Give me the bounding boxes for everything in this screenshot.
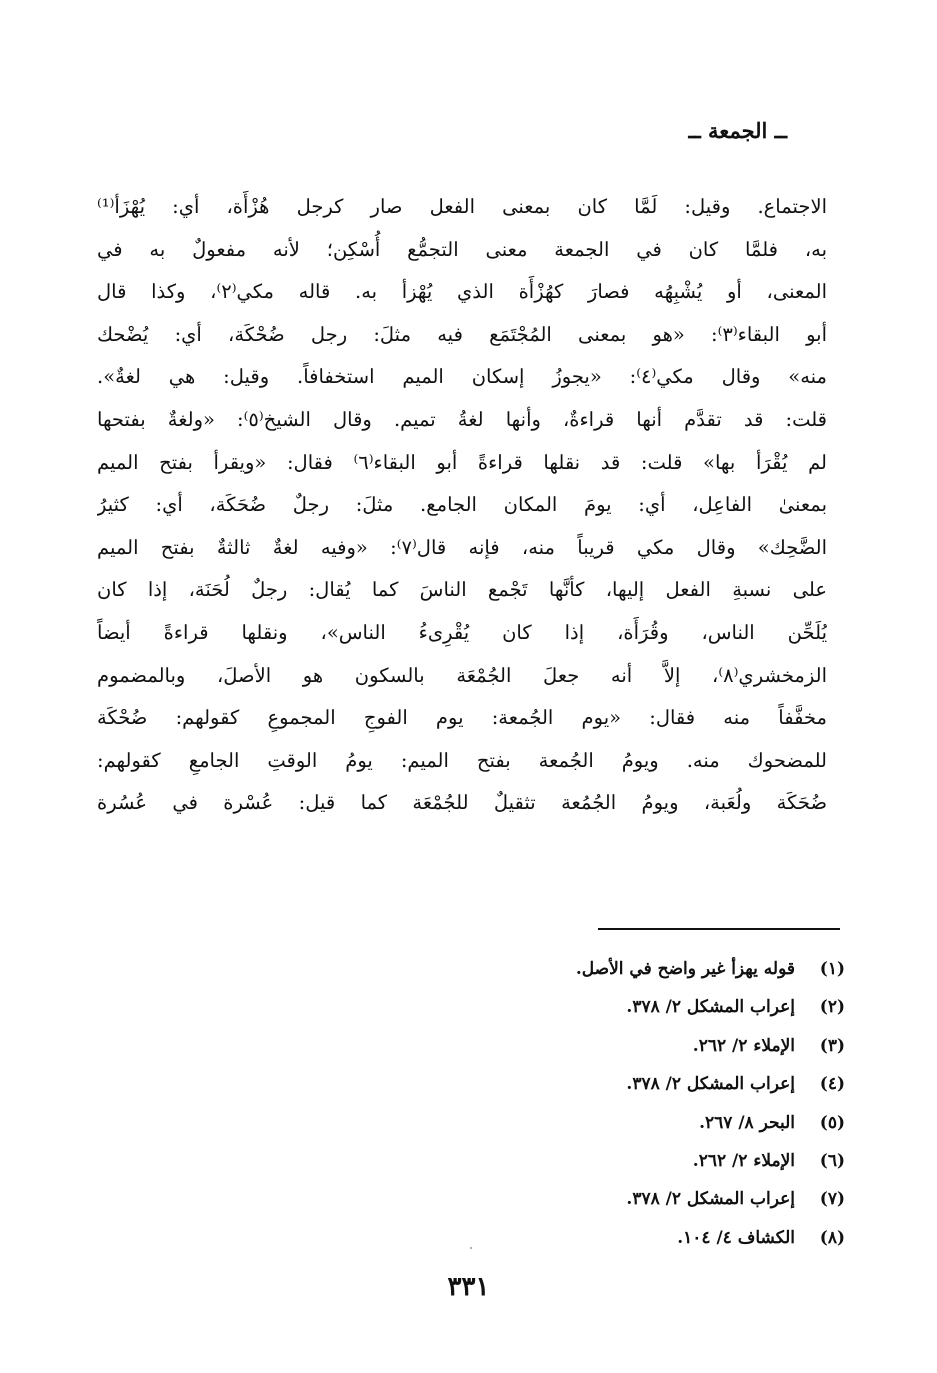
text-line: مخفَّفاً منه فقال: «يوم الجُمعة: يوم الفوجِ المجموعِ كقولهم: ضُحْكَة [97, 706, 827, 730]
footnote-item [445, 1065, 845, 1103]
text-line: بمعنىٰ الفاعِل، أي: يومَ المكان الجامع. مثلَ: رجلٌ ضُحَكَة، أي: كثيرُ [97, 493, 827, 517]
running-head: ــ الجمعة ــ [688, 118, 787, 143]
footnote-text: الإملاء ٢/ ٢٦٢. [692, 1035, 795, 1056]
footnote-text: الكشاف ٤/ ١٠٤. [677, 1227, 795, 1248]
main-text-block [97, 186, 827, 825]
text-line: لم يُقْرَأ بها» قلت: قد نقلها قراءةً أبو البقاء⁽٦⁾ فقال: «ويقرأ بفتح الميم [97, 450, 827, 474]
footnote-item [445, 1104, 845, 1142]
footnote-number: (١) [819, 959, 845, 979]
footnote-item [445, 1219, 845, 1257]
footnote-text: البحر ٨/ ٢٦٧. [699, 1112, 795, 1133]
footnote-item [445, 988, 845, 1026]
footnote-separator [598, 928, 840, 930]
footnote-text: الإملاء ٢/ ٢٦٢. [692, 1150, 795, 1171]
text-line: أبو البقاء⁽٣⁾: «هو بمعنى المُجْتَمَع فيه مثلَ: رجل ضُحْكَة، أي: يُضْحك [97, 322, 827, 346]
footnote-item [445, 1142, 845, 1180]
footnote-number: (٦) [819, 1150, 845, 1171]
footnote-number: (٥) [819, 1112, 845, 1133]
footnote-text: إعراب المشكل ٢/ ٣٧٨. [626, 997, 795, 1018]
footnote-text: إعراب المشكل ٢/ ٣٧٨. [626, 1074, 795, 1095]
text-line: الاجتماع. وقيل: لَمَّا كان بمعنى الفعل صار كرجل هُزْأَة، أي: يُهْزَأ⁽¹⁾ [97, 195, 827, 218]
footnote-text: إعراب المشكل ٢/ ٣٧٨. [626, 1189, 795, 1210]
text-line: ضُحَكَة ولُعَبة، ويومُ الجُمُعة تثقيلٌ للجُمْعَة كما قيل: عُسْرة في عُسُرة [97, 791, 827, 815]
text-line: الزمخشري⁽٨⁾، إلاَّ أنه جعلَ الجُمْعَة بالسكون هو الأصلَ، وبالمضموم [97, 663, 827, 687]
footnote-number: (٧) [819, 1189, 845, 1210]
text-line: الضَّحِك» وقال مكي قريباً منه، فإنه قال⁽٧⁾: «وفيه لغةٌ ثالثةٌ بفتح الميم [97, 535, 827, 559]
footnote-number: (٣) [819, 1035, 845, 1056]
footnote-text: قوله يهزأ غير واضح في الأصل. [575, 959, 795, 979]
footnote-item [445, 1027, 845, 1065]
speck-mark [470, 1247, 472, 1249]
footnote-item [445, 950, 845, 988]
text-line: منه» وقال مكي⁽٤⁾: «يجوزُ إسكان الميم استخفافاً. وقيل: هي لغةٌ». [97, 365, 827, 389]
footnote-number: (٢) [819, 997, 845, 1018]
text-line: للمضحوك منه. ويومُ الجُمعة بفتح الميم: يومُ الوقتِ الجامعِ كقولهم: [97, 748, 827, 772]
text-line: يُلَحِّن الناس، وقُرَأَة، إذا كان يُقْرِىءُ الناس»، ونقلها قراءةً أيضاً [97, 620, 827, 644]
footnote-number: (٤) [819, 1074, 845, 1095]
page-number: ٣٣١ [447, 1272, 490, 1302]
footnote-item [445, 1180, 845, 1218]
text-line: قلت: قد تقدَّم أنها قراءةٌ، وأنها لغةُ تميم. وقال الشيخ⁽٥⁾: «ولغةٌ بفتحها [97, 407, 827, 431]
text-line: به، فلمَّا كان في الجمعة معنى التجمُّع أُسْكِن؛ لأنه مفعولٌ به في [97, 237, 827, 261]
footnotes-list [445, 950, 845, 1257]
text-line: المعنى، أو يُشْبِهُه فصارَ كهُزْأَة الذي يُهْزأ به. قاله مكي⁽٢⁾، وكذا قال [97, 280, 827, 304]
text-line: على نسبةِ الفعل إليها، كأنَّها تَجْمع الناسَ كما يُقال: رجلٌ لُحَنَة، إذا كان [97, 578, 827, 602]
footnote-number: (٨) [819, 1227, 845, 1248]
